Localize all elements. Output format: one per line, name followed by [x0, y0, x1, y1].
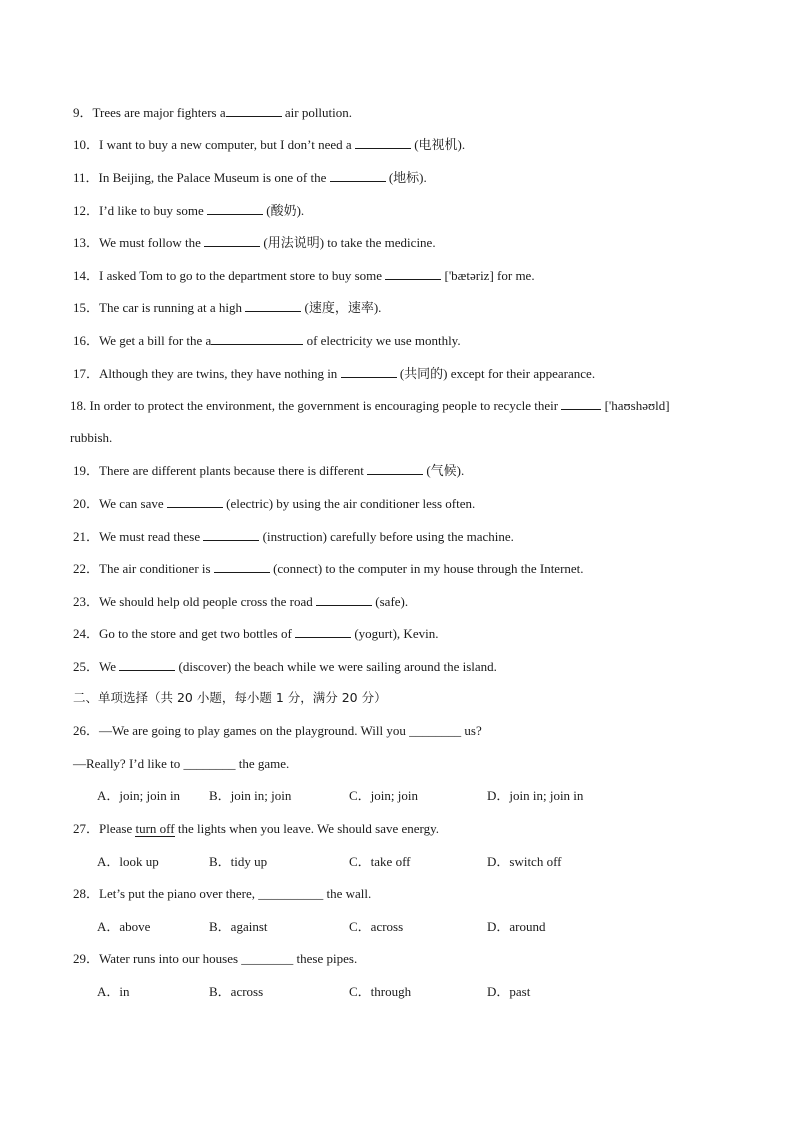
question-number: 15．	[73, 300, 100, 315]
answer-blank[interactable]	[295, 625, 351, 638]
option-b[interactable]: B．tidy up	[209, 854, 268, 869]
option-d[interactable]: D．join in; join in	[487, 788, 584, 803]
option-d[interactable]: D．past	[487, 984, 531, 999]
question-number: 14．	[73, 268, 100, 283]
answer-blank[interactable]	[385, 267, 441, 280]
question-24	[73, 625, 438, 642]
option-c[interactable]: C．through	[349, 984, 412, 999]
answer-blank[interactable]	[355, 136, 411, 149]
question-text: (酸奶).	[262, 203, 305, 218]
question-text: We can save	[99, 496, 167, 511]
question-text: Water runs into our houses ________ these pipes.	[99, 951, 358, 966]
question-23	[73, 593, 408, 610]
question-26-line2	[73, 756, 289, 772]
answer-blank[interactable]	[561, 397, 601, 410]
question-27	[73, 821, 439, 837]
option-a[interactable]: A．in	[97, 984, 130, 999]
question-text: In order to protect the environment, the government is encouraging people to recycle their	[89, 398, 562, 413]
question-text: Although they are twins, they have nothing in	[99, 366, 341, 381]
question-number: 26．	[73, 723, 100, 738]
question-text: (电视机).	[410, 137, 466, 152]
question-number: 25．	[73, 659, 100, 674]
question-text: (electric) by using the air conditioner less often.	[222, 496, 476, 511]
question-text: Trees are major fighters a	[92, 105, 226, 120]
question-13	[73, 234, 436, 251]
option-c[interactable]: C．take off	[349, 854, 411, 869]
question-10	[73, 136, 465, 153]
question-19	[73, 462, 464, 479]
question-text: ['haʊshəʊld]	[601, 398, 670, 413]
question-text: (instruction) carefully before using the machine.	[259, 529, 514, 544]
question-number: 23．	[73, 594, 100, 609]
question-29	[73, 951, 357, 967]
question-26	[73, 723, 482, 739]
question-20	[73, 495, 475, 512]
answer-blank[interactable]	[341, 365, 397, 378]
question-number: 29．	[73, 951, 100, 966]
question-18-continuation	[70, 430, 112, 446]
answer-blank[interactable]	[207, 202, 263, 215]
underlined-phrase: turn off	[135, 821, 175, 836]
question-25	[73, 658, 497, 675]
question-14	[73, 267, 535, 284]
question-text: I asked Tom to go to the department store to buy some	[99, 268, 386, 283]
answer-blank[interactable]	[330, 169, 386, 182]
option-c[interactable]: C．across	[349, 919, 404, 934]
question-9	[73, 104, 352, 121]
question-number: 13．	[73, 235, 100, 250]
question-text: We	[99, 659, 120, 674]
question-text: (用法说明) to take the medicine.	[260, 235, 436, 250]
question-number: 18.	[70, 398, 90, 413]
option-d[interactable]: D．around	[487, 919, 546, 934]
question-text: I want to buy a new computer, but I don’t need a	[99, 137, 355, 152]
question-text: (discover) the beach while we were sailing around the island.	[175, 659, 497, 674]
question-text: (共同的) except for their appearance.	[396, 366, 596, 381]
answer-blank[interactable]	[226, 104, 282, 117]
answer-blank[interactable]	[167, 495, 223, 508]
question-17	[73, 365, 595, 382]
answer-blank[interactable]	[119, 658, 175, 671]
question-number: 16．	[73, 333, 100, 348]
question-text: Go to the store and get two bottles of	[99, 626, 296, 641]
question-number: 24．	[73, 626, 100, 641]
question-18	[70, 397, 670, 414]
question-text: (connect) to the computer in my house through the Internet.	[269, 561, 584, 576]
question-22	[73, 560, 584, 577]
question-text: the lights when you leave. We should save energy.	[174, 821, 440, 836]
question-text: We must follow the	[99, 235, 205, 250]
answer-blank[interactable]	[203, 528, 259, 541]
answer-blank[interactable]	[204, 234, 260, 247]
answer-blank[interactable]	[316, 593, 372, 606]
question-text: (safe).	[372, 594, 409, 609]
question-text: (yogurt), Kevin.	[351, 626, 439, 641]
question-number: 11．	[73, 170, 99, 185]
question-text: (气候).	[423, 463, 465, 478]
question-number: 20．	[73, 496, 100, 511]
answer-blank[interactable]	[245, 299, 301, 312]
question-text: Please	[99, 821, 136, 836]
question-text: We should help old people cross the road	[99, 594, 317, 609]
question-number: 12．	[73, 203, 100, 218]
option-b[interactable]: B．join in; join	[209, 788, 292, 803]
option-a[interactable]: A．above	[97, 919, 151, 934]
question-number: 21．	[73, 529, 100, 544]
question-21	[73, 528, 514, 545]
question-number: 10．	[73, 137, 100, 152]
question-16	[73, 332, 461, 349]
question-number: 22．	[73, 561, 100, 576]
question-text: Let’s put the piano over there, __________ the wall.	[99, 886, 372, 901]
option-a[interactable]: A．join; join in	[97, 788, 181, 803]
question-text: (速度，速率).	[301, 300, 382, 315]
question-number: 9．	[73, 105, 93, 120]
question-number: 27．	[73, 821, 100, 836]
question-text: —Really? I’d like to ________ the game.	[73, 756, 290, 771]
question-28	[73, 886, 371, 902]
question-text: ['bætəriz] for me.	[441, 268, 535, 283]
question-text: We must read these	[99, 529, 204, 544]
question-text: We get a bill for the a	[99, 333, 212, 348]
question-text: of electricity we use monthly.	[303, 333, 461, 348]
question-text: —We are going to play games on the playground. Will you ________ us?	[99, 723, 482, 738]
question-text: In Beijing, the Palace Museum is one of the	[98, 170, 330, 185]
question-text: I’d like to buy some	[99, 203, 207, 218]
question-number: 17．	[73, 366, 100, 381]
question-number: 19．	[73, 463, 100, 478]
question-15	[73, 299, 381, 316]
question-text: There are different plants because there is different	[99, 463, 368, 478]
question-text: air pollution.	[281, 105, 353, 120]
option-b[interactable]: B．across	[209, 984, 264, 999]
option-c[interactable]: C．join; join	[349, 788, 418, 803]
section-heading: 二、单项选择（共 20 小题，每小题 1 分，满分 20 分）	[73, 690, 387, 705]
answer-blank[interactable]	[211, 332, 303, 345]
question-12	[73, 202, 304, 219]
option-a[interactable]: A．look up	[97, 854, 159, 869]
question-text: rubbish.	[70, 430, 113, 445]
option-d[interactable]: D．switch off	[487, 854, 562, 869]
question-text: The air conditioner is	[99, 561, 214, 576]
question-number: 28．	[73, 886, 100, 901]
option-b[interactable]: B．against	[209, 919, 268, 934]
question-text: (地标).	[385, 170, 427, 185]
answer-blank[interactable]	[214, 560, 270, 573]
question-text: The car is running at a high	[99, 300, 246, 315]
question-11	[73, 169, 427, 186]
answer-blank[interactable]	[367, 462, 423, 475]
